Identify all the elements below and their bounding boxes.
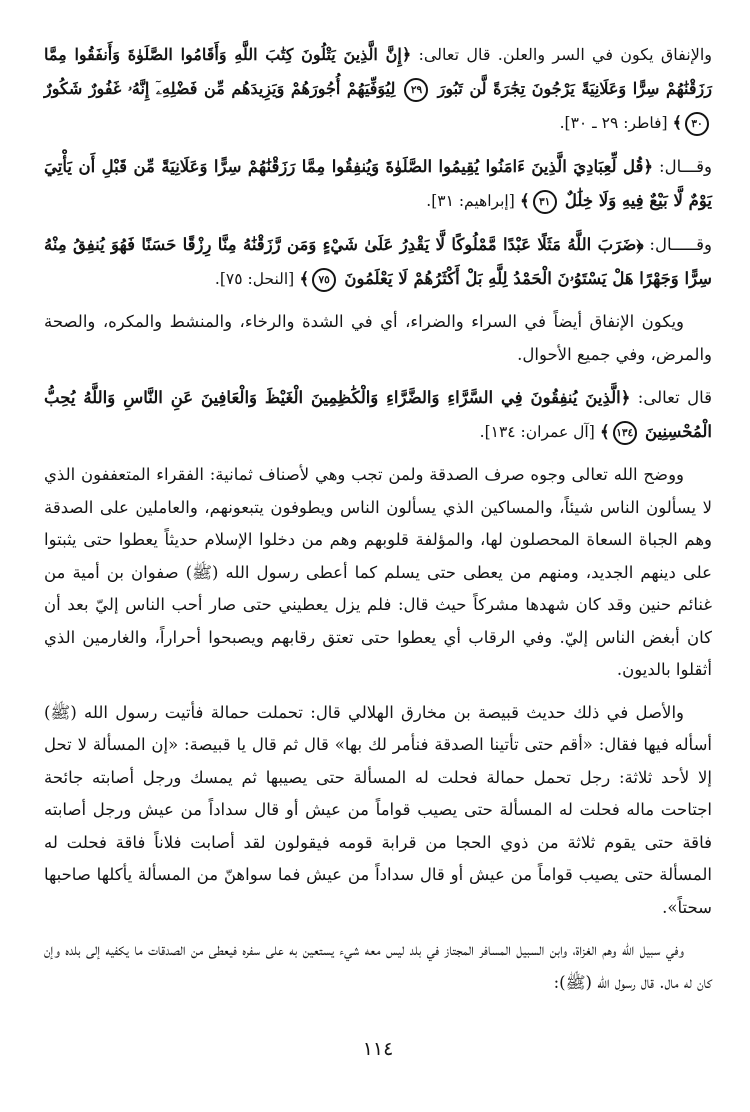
paragraph-intro: قال تعالى: xyxy=(630,388,712,407)
paragraph-al-imran xyxy=(44,381,712,449)
paragraph-intro: والإنفاق يكون في السر والعلن. قال تعالى: xyxy=(411,45,712,64)
paragraph-text: ويكون الإنفاق أيضاً في السراء والضراء، أي في الشدة والرخاء، والمنشط والمكره، والصحة والمرض، وفي جميع الأحوال. xyxy=(44,312,712,364)
verse-reference: [إبراهيم: ٣١]. xyxy=(426,192,515,210)
page-number: ١١٤ xyxy=(362,1038,394,1060)
verse-reference: [آل عمران: ١٣٤]. xyxy=(479,423,595,441)
verse-close-bracket: ﴾ xyxy=(520,191,530,210)
book-page xyxy=(44,38,712,1078)
quran-verse: ضَرَبَ اللَّهُ مَثَلًا عَبْدًا مَّمْلُوكًا لَّا يَقْدِرُ عَلَىٰ شَيْءٍ وَمَن رَّزَقْنَٰهُ مِنَّا رِزْقًا حَسَنًا فَهُوَ يُنفِقُ مِنْهُ سِرًّا وَجَهْرًا هَلْ يَسْتَوُۥنَ الْحَمْدُ لِلَّهِ بَلْ أَكْثَرُهُمْ لَا يَعْلَمُونَ xyxy=(44,235,712,288)
ayah-number-marker: ٣٠ xyxy=(685,112,709,136)
quran-verse: إِنَّ الَّذِينَ يَتْلُونَ كِتَٰبَ اللَّهِ وَأَقَامُوا الصَّلَوٰةَ وَأَنفَقُوا مِمَّا رَزَقْنَٰهُمْ سِرًّا وَعَلَانِيَةً يَرْجُونَ تِجَٰرَةً لَّن تَبُورَ xyxy=(44,45,712,98)
paragraph-text: ووضح الله تعالى وجوه صرف الصدقة ولمن تجب وهي لأصناف ثمانية: الفقراء المتعففون الذي لا يسألون الناس شيئاً، والمساكين الذي يسألون الناس ويطوفون يتبعونهم، والعاملين على الصدقة وهم الجباة السعاة المحصلون لها، والمؤلفة قلوبهم وهم من دخلوا الإسلام حديثاً يعطوا حتى يثبتوا على دينهم الجديد، ومنهم من يعطى حتى يسلم كما أعطى رسول الله (ﷺ) صفوان بن أمية من غنائم حنين وقد كان شهدها مشركاً حيث قال: فلم يزل يعطيني حتى صار أحب الناس إليّ بعد أن كان أبغض الناس إليّ. وفي الرقاب أي يعطوا حتى تعتق رقابهم ويصبحوا أحراراً، والغارمين الذي أثقلوا بالديون. xyxy=(44,465,712,679)
verse-reference: [فاطر: ٢٩ ـ ٣٠]. xyxy=(559,114,668,132)
ayah-number-marker: ٣١ xyxy=(533,190,557,214)
paragraph-text: وفي سبيل الله وهم الغزاة، وابن السبيل المسافر المجتاز في بلد ليس معه شيء يستعين به على سفره فيعطى من الصدقات ما يكفيه إلى بلده وإن كان له مال. قال رسول الله (ﷺ): xyxy=(44,940,712,992)
paragraph-ibrahim xyxy=(44,150,712,218)
paragraph-text: والأصل في ذلك حديث قبيصة بن مخارق الهلالي قال: تحملت حمالة فأتيت رسول الله (ﷺ) أسأله فيها فقال: «أقم حتى تأتينا الصدقة فنأمر لك بها» قال ثم قال يا قبيصة: «إن المسألة لا تحل إلا لأحد ثلاثة: رجل تحمل حمالة فحلت له المسألة حتى يصيبها ثم يمسك ورجل أصابته جائحة اجتاحت ماله فحلت له المسألة حتى يصيب قواماً من عيش أو قال سداداً من عيش ورجل أصابته فاقة حتى يقوم ثلاثة من ذوي الحجا من قرابة قومه فيقولون لقد أصابت فلاناً فاقة فحلت له المسألة حتى يصيب قواماً من عيش أو قال سداداً من عيش فما سواهنّ من المسألة يأكلها صاحبها سحتاً». xyxy=(44,702,712,917)
verse-open-bracket: ﴿ xyxy=(643,157,654,176)
quran-verse: قُل لِّعِبَادِيَ الَّذِينَ ءَامَنُوا يُقِيمُوا الصَّلَوٰةَ وَيُنفِقُوا مِمَّا رَزَقْنَٰهُمْ سِرًّا وَعَلَانِيَةً مِّن قَبْلِ أَن يَأْتِيَ يَوْمٌ لَّا بَيْعٌ فِيهِ وَلَا خِلَٰلٌ xyxy=(44,157,712,210)
paragraph-fatir xyxy=(44,38,712,140)
ayah-number-marker: ١٣٤ xyxy=(613,421,637,445)
verse-open-bracket: ﴿ xyxy=(636,235,644,254)
paragraph-intro: وقـــال: xyxy=(653,157,712,176)
paragraph-intro: وقـــــال: xyxy=(643,235,712,254)
verse-open-bracket: ﴿ xyxy=(401,45,412,64)
quran-verse-continued: لِيُوَفِّيَهُمْ أُجُورَهُمْ وَيَزِيدَهُم مِّن فَضْلِهِۦٓ إِنَّهُۥ غَفُورٌ شَكُورٌ xyxy=(44,79,396,98)
verse-close-bracket: ﴾ xyxy=(672,113,682,132)
verse-close-bracket: ﴾ xyxy=(600,422,610,441)
quran-verse: الَّذِينَ يُنفِقُونَ فِي السَّرَّاءِ وَالضَّرَّاءِ وَالْكَٰظِمِينَ الْغَيْظَ وَالْعَافِينَ عَنِ النَّاسِ وَاللَّهُ يُحِبُّ الْمُحْسِنِينَ xyxy=(44,388,712,441)
ayah-number-marker: ٧٥ xyxy=(312,268,336,292)
ayah-number-marker: ٢٩ xyxy=(404,78,428,102)
verse-close-bracket: ﴾ xyxy=(299,269,310,288)
verse-reference: [النحل: ٧٥]. xyxy=(214,270,295,288)
paragraph-nahl xyxy=(44,228,712,296)
verse-open-bracket: ﴿ xyxy=(620,388,631,407)
